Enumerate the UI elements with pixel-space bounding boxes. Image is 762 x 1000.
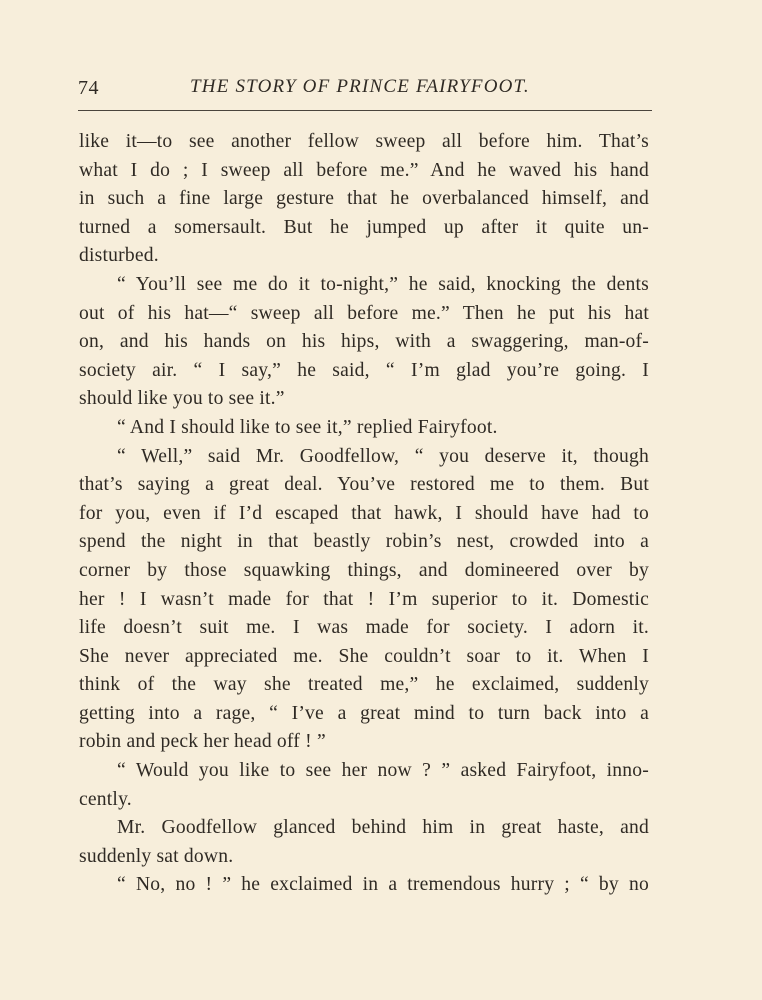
text-line: robin and peck her head off ! ” bbox=[79, 731, 326, 753]
body-text bbox=[79, 128, 649, 900]
text-line: She never appreciated me. She couldn’t soar to it. When I bbox=[79, 645, 649, 667]
text-line: “ Well,” said Mr. Goodfellow, “ you deserve it, though bbox=[117, 445, 649, 467]
text-line: on, and his hands on his hips, with a swaggering, man-of- bbox=[79, 331, 649, 353]
text-line: her ! I wasn’t made for that ! I’m superior to it. Domestic bbox=[79, 588, 649, 610]
text-line: what I do ; I sweep all before me.” And he waved his hand bbox=[79, 159, 649, 181]
text-line: suddenly sat down. bbox=[79, 845, 234, 867]
text-line: turned a somersault. But he jumped up after it quite un- bbox=[79, 216, 649, 238]
text-line: “ No, no ! ” he exclaimed in a tremendous hurry ; “ by no bbox=[117, 874, 649, 896]
text-line: “ Would you like to see her now ? ” asked Fairyfoot, inno- bbox=[117, 760, 649, 782]
text-line: society air. “ I say,” he said, “ I’m glad you’re going. I bbox=[79, 359, 649, 381]
text-line: corner by those squawking things, and domineered over by bbox=[79, 559, 649, 581]
text-line: “ You’ll see me do it to-night,” he said, knocking the dents bbox=[117, 273, 649, 295]
text-line: spend the night in that beastly robin’s nest, crowded into a bbox=[79, 531, 649, 553]
text-line: that’s saying a great deal. You’ve restored me to them. But bbox=[79, 474, 649, 496]
text-line: out of his hat—“ sweep all before me.” Then he put his hat bbox=[79, 302, 649, 324]
text-line: should like you to see it.” bbox=[79, 388, 285, 410]
text-line: Mr. Goodfellow glanced behind him in great haste, and bbox=[117, 817, 649, 839]
text-line: disturbed. bbox=[79, 245, 159, 267]
text-line: think of the way she treated me,” he exclaimed, suddenly bbox=[79, 674, 649, 696]
page-number: 74 bbox=[78, 77, 99, 99]
text-line: life doesn’t suit me. I was made for society. I adorn it. bbox=[79, 617, 649, 639]
text-line: in such a fine large gesture that he overbalanced himself, and bbox=[79, 188, 649, 210]
text-line: like it—to see another fellow sweep all before him. That’s bbox=[79, 131, 649, 152]
text-line: “ And I should like to see it,” replied Fairyfoot. bbox=[117, 416, 498, 438]
running-title: THE STORY OF PRINCE FAIRYFOOT. bbox=[190, 76, 530, 97]
text-line: for you, even if I’d escaped that hawk, I should have had to bbox=[79, 502, 649, 524]
text-line: getting into a rage, “ I’ve a great mind to turn back into a bbox=[79, 702, 649, 724]
text-line: cently. bbox=[79, 788, 132, 810]
header-rule bbox=[78, 110, 652, 111]
page-header bbox=[78, 74, 652, 104]
